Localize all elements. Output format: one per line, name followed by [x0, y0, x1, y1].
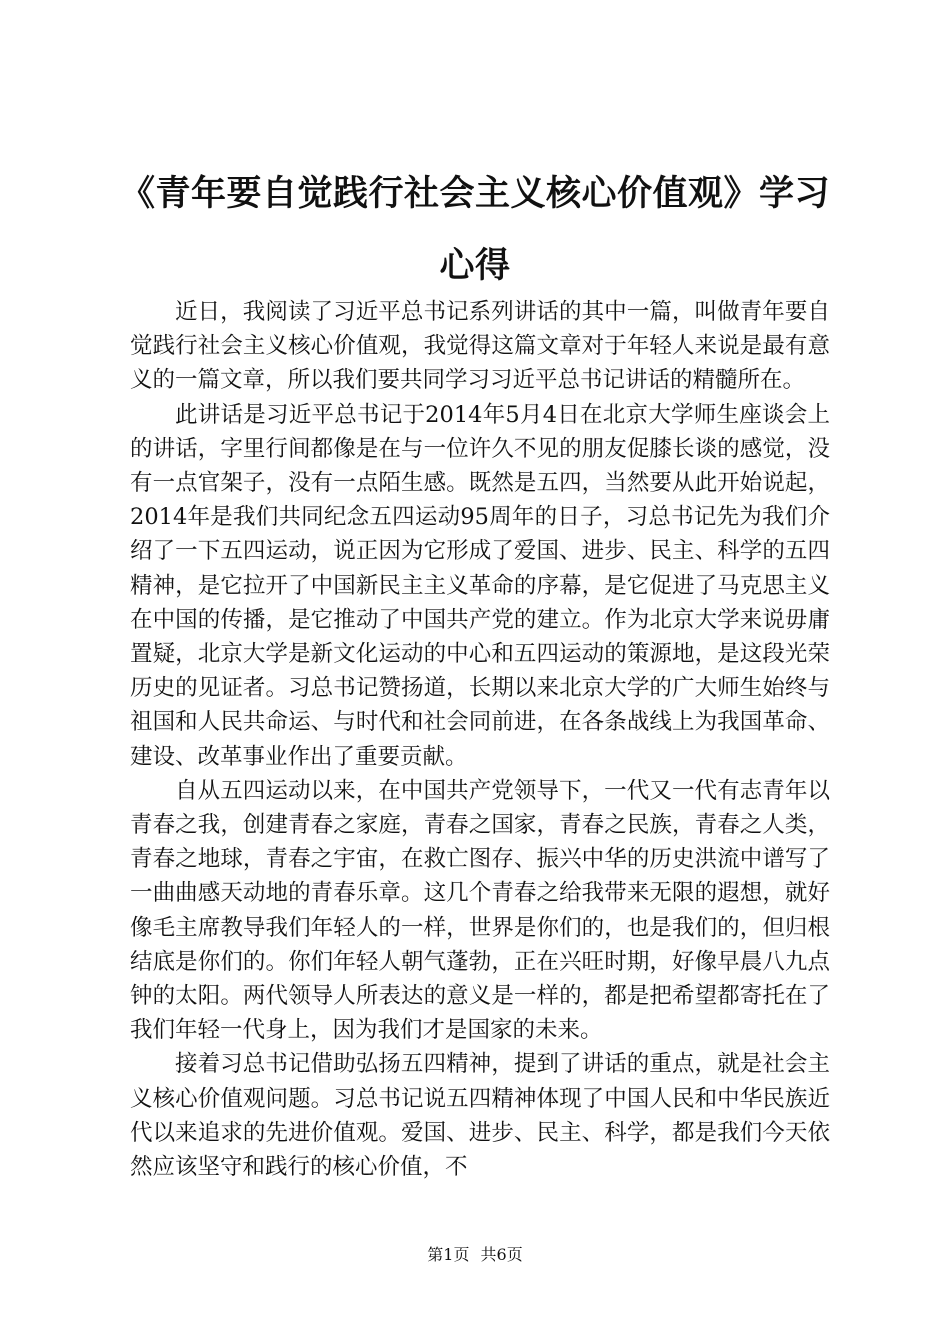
document-title: 《青年要自觉践行社会主义核心价值观》学习心得 [120, 174, 831, 286]
page-total: 共6页 [480, 1245, 523, 1264]
page-footer [0, 1244, 950, 1266]
document-body [130, 295, 830, 1184]
paragraph-2: 此讲话是习近平总书记于2014年5月4日在北京大学师生座谈会上的讲话，字里行间都像是在与一位许久不见的朋友促膝长谈的感觉，没有一点官架子，没有一点陌生感。既然是五四，当然要从此开始说起，2014年是我们共同纪念五四运动95周年的日子，习总书记先为我们介绍了一下五四运动，说正因为它形成了爱国、进步、民主、科学的五四精神，是它拉开了中国新民主主义革命的序幕，是它促进了马克思主义在中国的传播，是它推动了中国共产党的建立。作为北京大学来说毋庸置疑，北京大学是新文化运动的中心和五四运动的策源地，是这段光荣历史的见证者。习总书记赞扬道，长期以来北京大学的广大师生始终与祖国和人民共命运、与时代和社会同前进，在各条战线上为我国革命、建设、改革事业作出了重要贡献。 [130, 401, 830, 770]
paragraph-4: 接着习总书记借助弘扬五四精神，提到了讲话的重点，就是社会主义核心价值观问题。习总书记说五四精神体现了中国人民和中华民族近代以来追求的先进价值观。爱国、进步、民主、科学，都是我们今天依然应该坚守和践行的核心价值，不 [130, 1051, 830, 1181]
paragraph-3: 自从五四运动以来，在中国共产党领导下，一代又一代有志青年以青春之我，创建青春之家庭，青春之国家，青春之民族，青春之人类，青春之地球，青春之宇宙，在救亡图存、振兴中华的历史洪流中谱写了一曲曲感天动地的青春乐章。这几个青春之给我带来无限的遐想，就好像毛主席教导我们年轻人的一样，世界是你们的，也是我们的，但归根结底是你们的。你们年轻人朝气蓬勃，正在兴旺时期，好像早晨八九点钟的太阳。两代领导人所表达的意义是一样的，都是把希望都寄托在了我们年轻一代身上，因为我们才是国家的未来。 [130, 777, 830, 1044]
page-number: 第1页 [427, 1245, 470, 1264]
paragraph-1: 近日，我阅读了习近平总书记系列讲话的其中一篇，叫做青年要自觉践行社会主义核心价值观，我觉得这篇文章对于年轻人来说是最有意义的一篇文章，所以我们要共同学习习近平总书记讲话的精髓所在。 [130, 299, 830, 394]
